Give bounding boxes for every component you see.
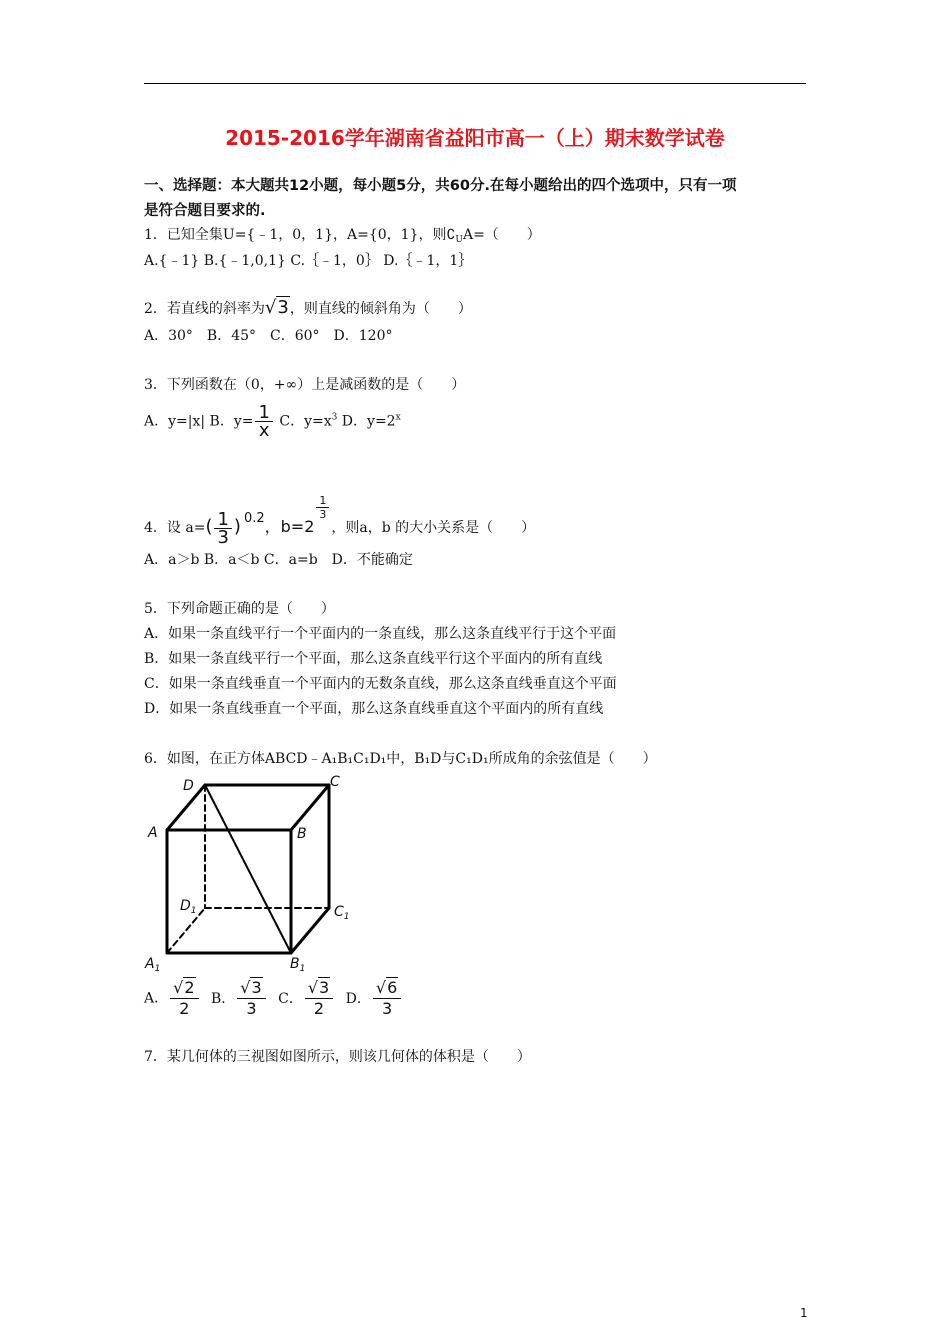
fraction-denominator: x xyxy=(258,420,270,441)
a-exponent: 0.2 xyxy=(243,511,265,526)
q1-stem-end: A=（ ） xyxy=(462,227,541,243)
question-5-option-d: D．如果一条直线垂直一个平面，那么这条直线垂直这个平面内的所有直线 xyxy=(144,701,604,717)
vertex-label-a: A xyxy=(148,825,158,841)
paren-right: ) xyxy=(233,516,241,537)
q3-option-c: C．y=x xyxy=(274,413,332,430)
b-exponent-fraction xyxy=(316,494,329,521)
fraction-numerator: 1 xyxy=(316,494,329,508)
q6-option-a-letter: A． xyxy=(144,990,169,1007)
paren-left: ( xyxy=(205,516,213,537)
edge-a1d1-hidden xyxy=(167,908,205,953)
question-4-options: A．a＞b B．a＜b C．a=b D．不能确定 xyxy=(144,552,413,568)
complement-symbol: ∁ xyxy=(446,227,456,243)
q6-option-b-value: $\frac{√3}{3}$ xyxy=(237,978,265,1019)
radicand: 6 xyxy=(387,978,398,997)
vertex-label-a1: $A_1$ xyxy=(145,956,161,974)
radicand: 2 xyxy=(184,978,195,997)
q6-option-a-value: $\frac{√2}{2}$ xyxy=(170,978,198,1019)
question-2-stem xyxy=(144,298,472,319)
question-3-options xyxy=(144,404,401,439)
q2-stem-text: 2．若直线的斜率为 xyxy=(144,301,265,317)
edge-b1c1 xyxy=(291,908,329,953)
complement-subscript: U xyxy=(455,235,463,245)
question-5-option-a: A．如果一条直线平行一个平面内的一条直线，那么这条直线平行于这个平面 xyxy=(144,626,617,642)
q2-stem-end: ，则直线的倾斜角为（ ） xyxy=(289,301,472,317)
vertex-label-b1: $B_1$ xyxy=(290,956,306,974)
denominator: 3 xyxy=(246,999,257,1018)
vertex-label-d1: $D_1$ xyxy=(180,898,197,916)
fraction-numerator: 1 xyxy=(255,404,272,422)
vertex-label-c: C xyxy=(330,774,340,790)
q6-option-c-value: $\frac{√3}{2}$ xyxy=(305,978,333,1019)
sqrt-radicand: 3 xyxy=(277,297,289,318)
sqrt-icon: √ xyxy=(264,297,277,318)
q6-option-d-letter: D． xyxy=(345,990,371,1007)
q3-option-a-b: A．y=|x| B．y= xyxy=(144,413,254,430)
b-definition: ，b=2 xyxy=(264,517,315,536)
vertex-label-b: B xyxy=(297,826,307,842)
q1-stem-text: 1．已知全集U={﹣1，0，1}，A={0，1}，则 xyxy=(144,227,447,243)
question-5-option-b: B．如果一条直线平行一个平面，那么这条直线平行这个平面内的所有直线 xyxy=(144,651,603,667)
page-number: 1 xyxy=(800,1306,808,1320)
question-6-stem: 6．如图，在正方体ABCD﹣A₁B₁C₁D₁中，B₁D与C₁D₁所成角的余弦值是（ ） xyxy=(144,751,657,767)
question-1-options: A.{﹣1} B.{﹣1,0,1} C.｛﹣1，0｝ D.｛﹣1，1｝ xyxy=(144,253,473,269)
q4-stem-end: ，则a，b 的大小关系是（ ） xyxy=(331,520,536,536)
radicand: 3 xyxy=(319,978,330,997)
radicand: 3 xyxy=(251,978,262,997)
cube-diagram xyxy=(140,770,360,975)
q6-option-b-letter: B． xyxy=(210,990,236,1007)
question-2-options: A．30° B．45° C．60° D．120° xyxy=(144,328,393,344)
question-7-stem: 7．某几何体的三视图如图所示，则该几何体的体积是（ ） xyxy=(144,1049,531,1065)
fraction-1-over-x xyxy=(255,404,272,439)
fraction-numerator: 1 xyxy=(214,511,231,529)
section-heading-line-1: 一、选择题：本大题共12小题，每小题5分，共60分.在每小题给出的四个选项中，只有一项 xyxy=(144,178,737,194)
vertex-label-c1: $C_1$ xyxy=(334,904,350,922)
header-rule xyxy=(144,83,806,84)
q6-option-d-value: $\frac{√6}{3}$ xyxy=(373,978,401,1019)
denominator: 3 xyxy=(382,999,393,1018)
question-4-stem xyxy=(144,494,535,546)
q3-option-d-exponent: x xyxy=(395,412,401,423)
question-5-option-c: C．如果一条直线垂直一个平面内的无数条直线，那么这条直线垂直这个平面 xyxy=(144,676,617,692)
page-title: 2015-2016学年湖南省益阳市高一（上）期末数学试卷 xyxy=(225,126,725,150)
diagonal-b1d xyxy=(205,785,291,953)
vertex-label-d: D xyxy=(183,778,194,794)
q6-option-c-letter: C． xyxy=(278,990,303,1007)
edge-bc xyxy=(291,785,329,830)
q3-option-c-exponent: 3 xyxy=(331,412,338,423)
question-6-options xyxy=(144,978,403,1019)
fraction-denominator: 3 xyxy=(217,526,229,548)
fraction-1-over-3 xyxy=(214,508,231,548)
section-heading-line-2: 是符合题目要求的. xyxy=(144,203,266,219)
question-5-stem: 5．下列命题正确的是（ ） xyxy=(144,601,335,617)
denominator: 2 xyxy=(313,999,325,1018)
denominator: 2 xyxy=(179,999,190,1018)
q3-option-d: D．y=2 xyxy=(337,413,396,430)
fraction-denominator: 3 xyxy=(319,508,327,521)
q4-stem-text: 4．设 a= xyxy=(144,520,206,536)
question-1-stem xyxy=(144,225,541,250)
question-3-stem: 3．下列函数在（0，+∞）上是减函数的是（ ） xyxy=(144,377,466,393)
